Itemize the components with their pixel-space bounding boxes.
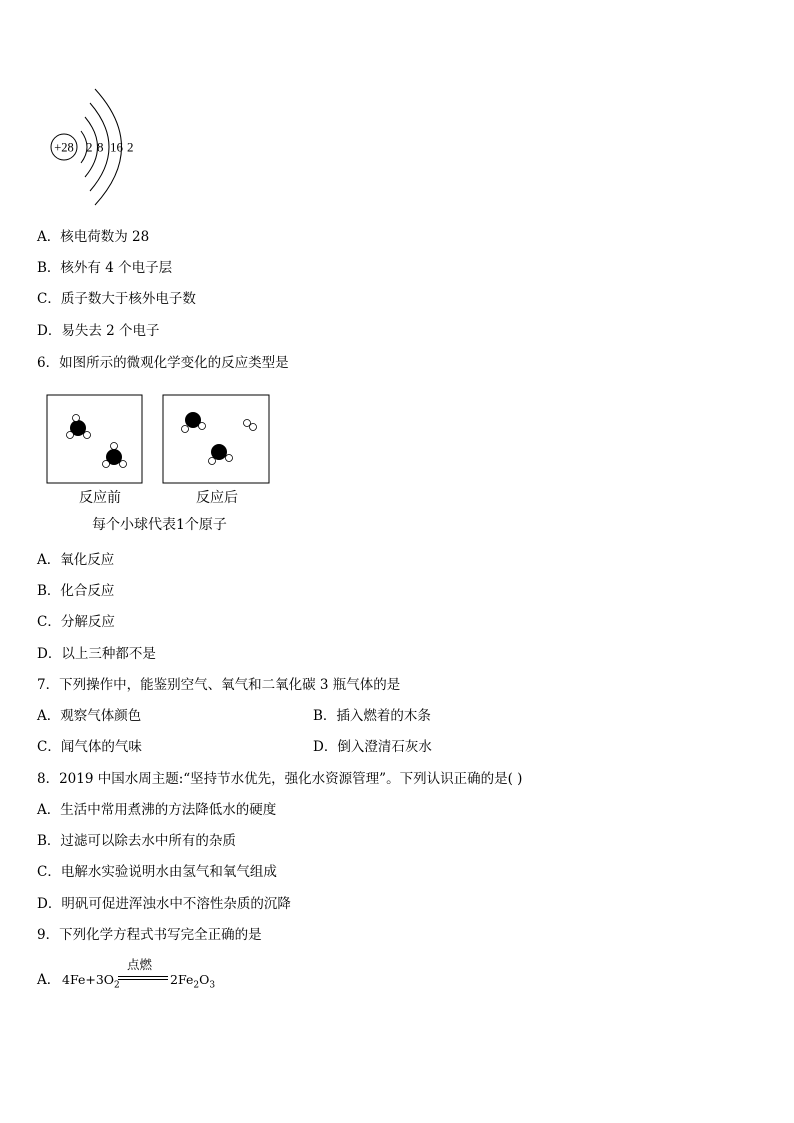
caption-after: 反应后 xyxy=(196,490,238,506)
molecule xyxy=(67,415,91,439)
molecule xyxy=(209,444,233,465)
atom-structure-diagram xyxy=(40,85,150,210)
q8-stem: 8．2019 中国水周主题:“坚持节水优先，强化水资源管理”。下列认识正确的是( ) xyxy=(37,771,523,787)
reaction-condition: 点燃 xyxy=(127,957,153,972)
shell-count: 2 xyxy=(86,139,93,155)
caption-before: 反应前 xyxy=(79,490,121,506)
q5-option-c[interactable]: C．质子数大于核外电子数 xyxy=(37,291,196,307)
shell-count: 2 xyxy=(127,139,134,155)
q6-stem: 6．如图所示的微观化学变化的反应类型是 xyxy=(37,355,289,371)
equation-products: $2Fe_2O_3$ xyxy=(170,972,216,991)
q6-option-d[interactable]: D．以上三种都不是 xyxy=(37,646,156,662)
molecule xyxy=(103,443,127,468)
q8-option-c[interactable]: C．电解水实验说明水由氢气和氧气组成 xyxy=(37,864,277,880)
diagram-note: 每个小球代表1个原子 xyxy=(92,517,227,533)
q6-option-c[interactable]: C．分解反应 xyxy=(37,614,115,630)
equation-equals-sign xyxy=(118,976,168,980)
q9-stem: 9．下列化学方程式书写完全正确的是 xyxy=(37,927,262,943)
molecule xyxy=(182,412,206,433)
nucleus-charge: +28 xyxy=(54,140,74,155)
shell-count: 16 xyxy=(110,139,123,155)
molecule xyxy=(244,420,257,431)
q7-stem: 7．下列操作中，能鉴别空气、氧气和二氧化碳 3 瓶气体的是 xyxy=(37,677,401,693)
q9-option-a[interactable]: A． xyxy=(37,972,61,988)
q7-option-a[interactable]: A．观察气体颜色 xyxy=(37,708,142,724)
q7-option-c[interactable]: C．闻气体的气味 xyxy=(37,739,142,755)
after-box xyxy=(163,395,269,483)
equation-reactants: $4Fe+3O_2$ xyxy=(62,972,120,991)
reaction-diagram xyxy=(46,394,276,486)
q5-option-b[interactable]: B．核外有 4 个电子层 xyxy=(37,260,173,276)
q6-option-a[interactable]: A．氧化反应 xyxy=(37,552,115,568)
q6-option-b[interactable]: B．化合反应 xyxy=(37,583,115,599)
q8-option-b[interactable]: B．过滤可以除去水中所有的杂质 xyxy=(37,833,236,849)
q8-option-a[interactable]: A．生活中常用煮沸的方法降低水的硬度 xyxy=(37,802,277,818)
q8-option-d[interactable]: D．明矾可促进浑浊水中不溶性杂质的沉降 xyxy=(37,896,291,912)
before-box xyxy=(47,395,142,483)
shell-count: 8 xyxy=(97,139,104,155)
q5-option-d[interactable]: D．易失去 2 个电子 xyxy=(37,323,160,339)
q7-option-b[interactable]: B．插入燃着的木条 xyxy=(313,708,431,724)
q5-option-a[interactable]: A．核电荷数为 28 xyxy=(37,229,150,245)
q7-option-d[interactable]: D．倒入澄清石灰水 xyxy=(313,739,432,755)
